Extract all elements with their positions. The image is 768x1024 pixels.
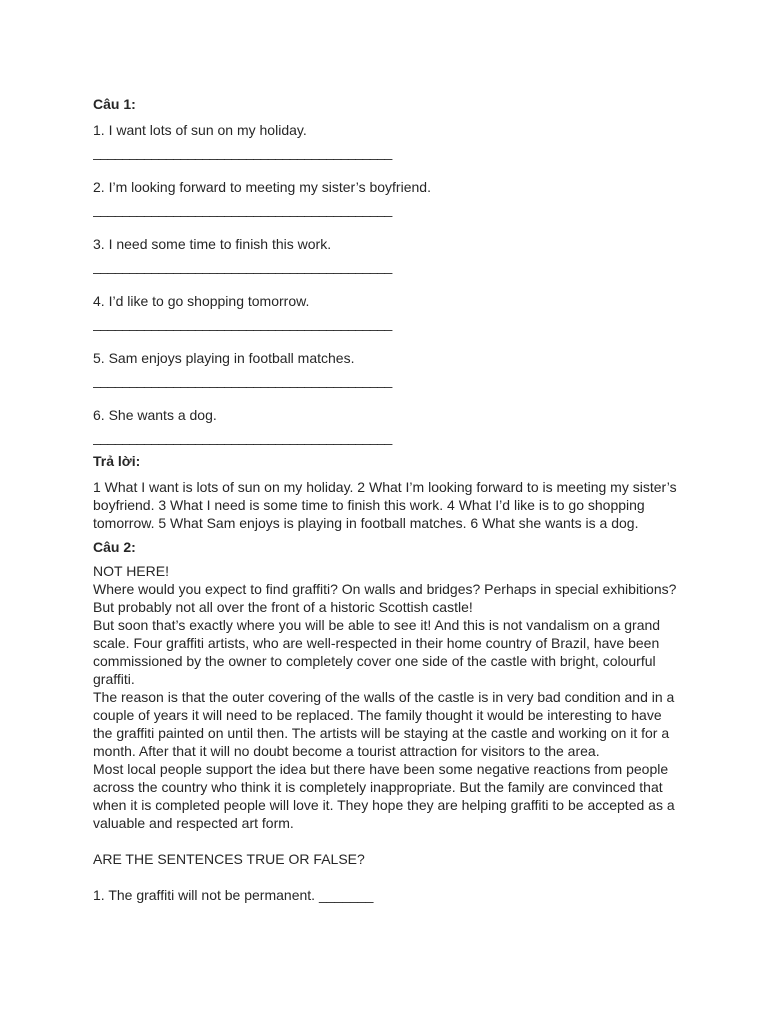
question-item bbox=[93, 178, 683, 218]
answer-blank-line: _________________________________________ bbox=[93, 315, 392, 331]
question-item bbox=[93, 121, 683, 161]
passage-paragraph: But soon that’s exactly where you will be able to see it! And this is not vandalism on a grand scale. Four graffiti artists, who are well-respected in their home country of Brazil, have been commissioned by the owner to completely cover one side of the castle with bright, colourful graffiti. bbox=[93, 617, 661, 687]
answer-blank-line: _________________________________________ bbox=[93, 372, 392, 388]
passage-paragraph: The reason is that the outer covering of the walls of the castle is in very bad condition and in a couple of years it will need to be replaced. The family thought it would be interesting to have the graffiti painted on until then. The artists will be staying at the castle and working on it for a month. After that it will no doubt become a tourist attraction for visitors to the area. bbox=[93, 689, 675, 759]
answer-text: 1 What I want is lots of sun on my holiday. 2 What I’m looking forward to is meeting my sister’s boyfriend. 3 What I need is some time to finish this work. 4 What I’d like is to go shopping tomorrow. 5 What Sam enjoys is playing in football matches. 6 What she wants is a dog. bbox=[93, 479, 677, 531]
question-item bbox=[93, 292, 683, 332]
true-false-heading: ARE THE SENTENCES TRUE OR FALSE? bbox=[93, 851, 365, 867]
question-text: 3. I need some time to finish this work. bbox=[93, 236, 332, 252]
true-false-item: 1. The graffiti will not be permanent. _______ bbox=[93, 887, 374, 903]
question-text: 4. I’d like to go shopping tomorrow. bbox=[93, 293, 310, 309]
answer-blank-line: _________________________________________ bbox=[93, 258, 392, 274]
answer-blank-line: _________________________________________ bbox=[93, 144, 392, 160]
section-2-heading: Câu 2: bbox=[93, 539, 136, 555]
question-text: 5. Sam enjoys playing in football matches. bbox=[93, 350, 355, 366]
reading-passage bbox=[93, 562, 683, 832]
passage-paragraph: Most local people support the idea but there have been some negative reactions from people across the country who think it is completely inappropriate. But the family are convinced that when it is completed people will love it. They hope they are helping graffiti to be accepted as a valuable and respected art form. bbox=[93, 761, 675, 831]
document-page bbox=[93, 95, 683, 904]
question-item bbox=[93, 349, 683, 389]
answer-blank-line: _________________________________________ bbox=[93, 429, 392, 445]
question-item bbox=[93, 235, 683, 275]
passage-paragraph: Where would you expect to find graffiti? On walls and bridges? Perhaps in special exhibitions? But probably not all over the front of a historic Scottish castle! bbox=[93, 581, 677, 615]
question-text: 1. I want lots of sun on my holiday. bbox=[93, 122, 307, 138]
question-item bbox=[93, 406, 683, 446]
passage-title: NOT HERE! bbox=[93, 563, 169, 579]
answer-heading: Trả lời: bbox=[93, 453, 141, 469]
question-text: 2. I’m looking forward to meeting my sister’s boyfriend. bbox=[93, 179, 431, 195]
question-text: 6. She wants a dog. bbox=[93, 407, 217, 423]
section-1-heading: Câu 1: bbox=[93, 96, 136, 112]
answer-blank-line: _________________________________________ bbox=[93, 201, 392, 217]
